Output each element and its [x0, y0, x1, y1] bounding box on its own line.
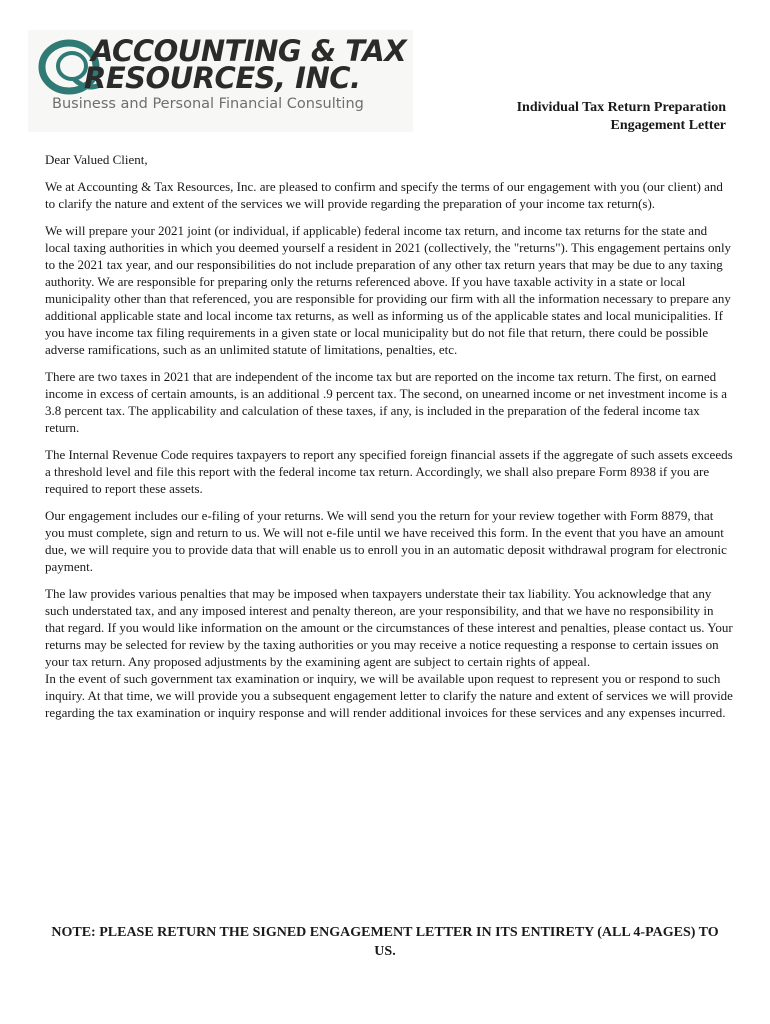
- letter-body: [45, 151, 735, 731]
- document-title: [517, 99, 726, 135]
- paragraph-foreign-assets: The Internal Revenue Code requires taxpayers to report any specified foreign financial assets if the aggregate of such assets exceeds a threshold level and file this report with the federal income tax return. Accordingly, we shall also prepare Form 8938 if you are required to report these assets.: [45, 447, 733, 496]
- company-logo: [28, 30, 413, 132]
- paragraph-returns-scope: We will prepare your 2021 joint (or individual, if applicable) federal income tax return, and income tax returns for the state and local taxing authorities in which you deemed yourself a resident in 2021 (collectively, the "returns"). This engagement pertains only to the 2021 tax year, and our responsibilities do not include preparation of any other tax return years that may be due to any taxing authority. We are responsible for preparing only the returns referenced above. If you have taxable activity in a state or local municipality other than that referenced, you are responsible for providing our firm with all the information necessary to prepare any additional applicable state and local income tax returns, as well as informing us of the applicable states and local municipalities. If you have income tax filing requirements in a given state or local municipality but do not file that return, there could be possible adverse ramifications, such as an unlimited statute of limitations, penalties, etc.: [45, 223, 732, 357]
- paragraph-additional-taxes: There are two taxes in 2021 that are independent of the income tax but are reported on the income tax return. The first, on earned income in excess of certain amounts, is an additional .9 percent tax. The second, on unearned income or net investment income is a 3.8 percent tax. The applicability and calculation of these taxes, if any, is included in the preparation of the federal income tax return.: [45, 369, 728, 435]
- company-tagline: Business and Personal Financial Consulting: [52, 96, 364, 112]
- document-title-line-1: Individual Tax Return Preparation: [516, 100, 726, 115]
- paragraph-intro: We at Accounting & Tax Resources, Inc. are pleased to confirm and specify the terms of our engagement with you (our client) and to clarify the nature and extent of the services we will provide regarding the preparation of your income tax return(s).: [45, 179, 723, 211]
- return-note: NOTE: PLEASE RETURN THE SIGNED ENGAGEMENT LETTER IN ITS ENTIRETY (ALL 4-PAGES) TO US.: [51, 925, 719, 959]
- paragraph-penalties: The law provides various penalties that may be imposed when taxpayers understate their tax liability. You acknowledge that any such understated tax, and any imposed interest and penalty thereon, are your responsibility, and that we have no responsibility in that regard. If you would like information on the amount or the circumstances of these interest and penalties, please contact us. Your returns may be selected for review by the taxing authorities or you may receive a notice requesting a response to certain issues on your tax return. Any proposed adjustments by the examining agent are subject to certain rights of appeal.: [45, 586, 733, 669]
- document-title-line-2: Engagement Letter: [610, 118, 726, 133]
- logo-line-2: RESOURCES, INC.: [84, 61, 361, 95]
- paragraph-examination: In the event of such government tax examination or inquiry, we will be available upon request to represent you or respond to such inquiry. At that time, we will provide you a subsequent engagement letter to clarify the nature and extent of services we will provide regarding the tax examination or inquiry response and will render additional invoices for these services and any expenses incurred.: [45, 671, 733, 720]
- paragraph-efiling: Our engagement includes our e-filing of your returns. We will send you the return for your review together with Form 8879, that you must complete, sign and return to us. We will not e-file until we have received this form. In the event that you have an amount due, we will require you to provide data that will enable us to enroll you in an automatic deposit withdrawal program for electronic payment.: [45, 508, 727, 574]
- logo-line-1: ACCOUNTING & TAX: [91, 34, 407, 68]
- salutation: Dear Valued Client,: [45, 152, 148, 167]
